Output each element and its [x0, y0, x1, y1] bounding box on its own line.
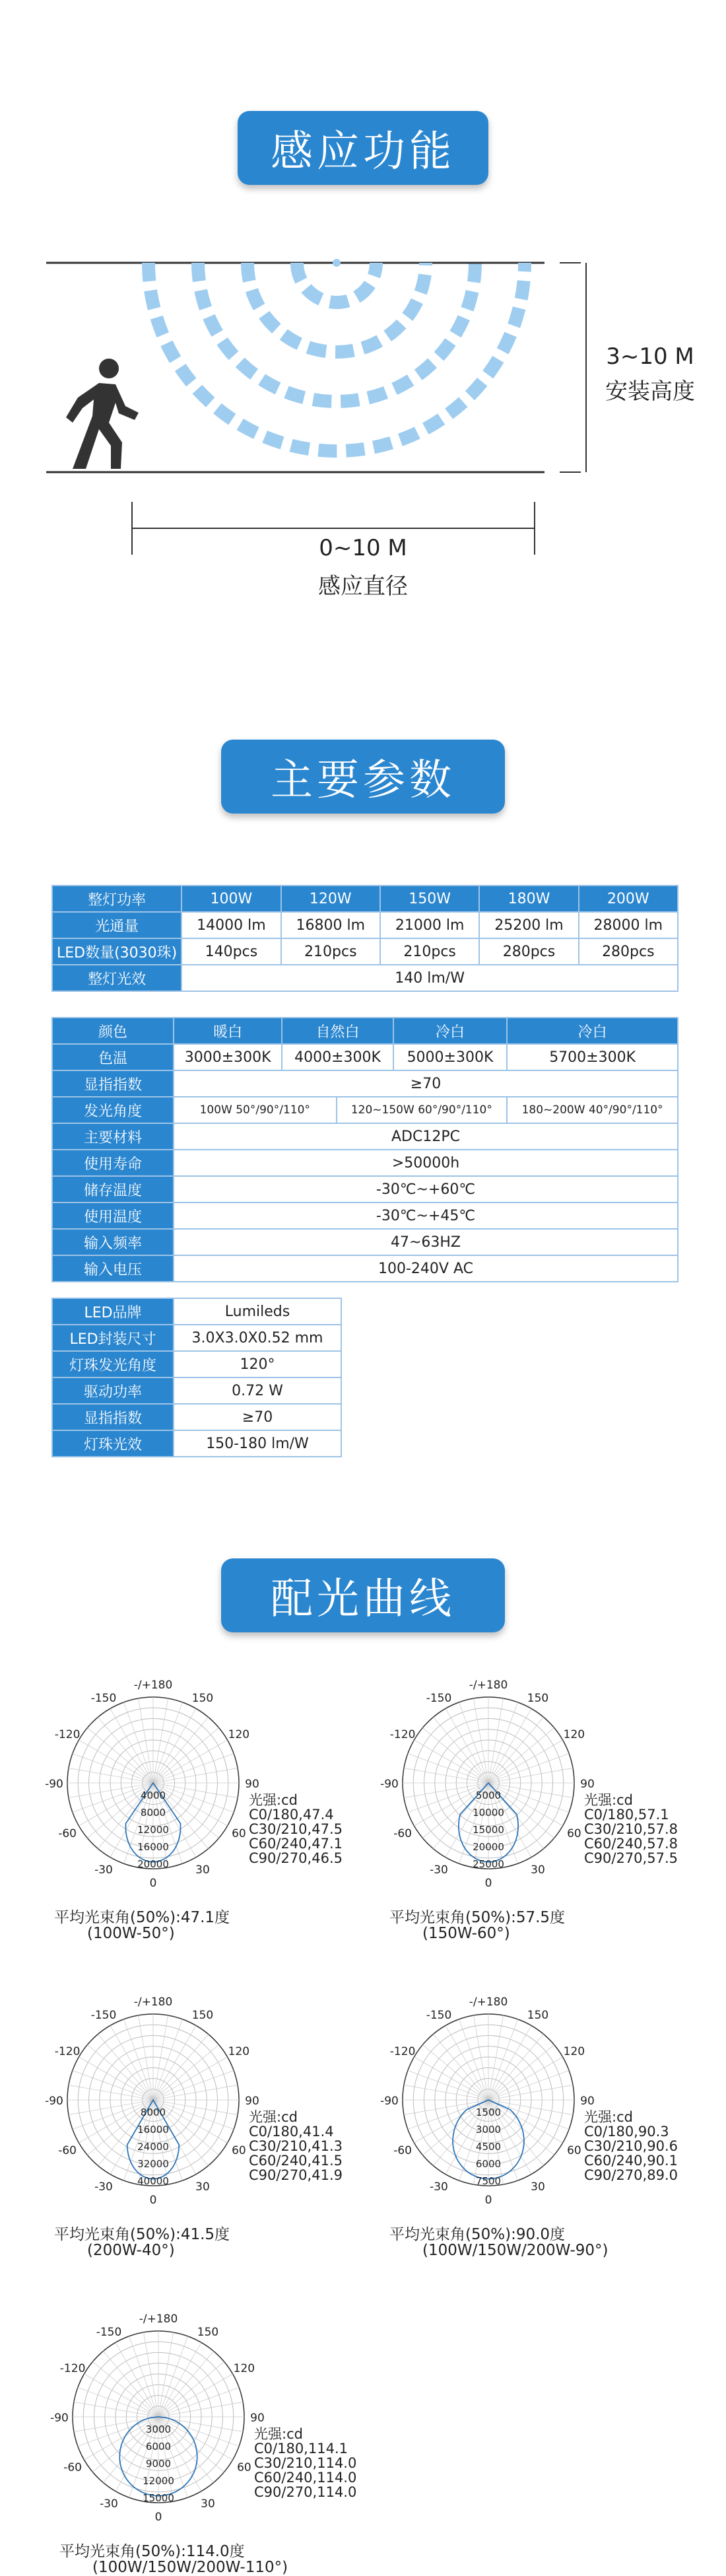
legend-entry: C90/270,114.0	[254, 2484, 357, 2500]
angle-label: 90	[245, 1778, 259, 1791]
table-cell: 暖白	[174, 1018, 282, 1044]
angle-label: -/+180	[139, 2313, 178, 2326]
table-cell: 180~200W 40°/90°/110°	[507, 1097, 678, 1123]
legend-entry: C0/180,90.3	[584, 2124, 669, 2140]
angle-label: -90	[380, 1778, 399, 1791]
angle-label: -120	[54, 1728, 81, 1741]
sensor-waves	[148, 263, 525, 451]
angle-label: 120	[563, 1728, 585, 1741]
polar-chart-5	[20, 2291, 297, 2542]
table-cell: 冷白	[507, 1018, 678, 1044]
table-row	[52, 1018, 678, 1044]
table-row	[52, 965, 678, 991]
table-row	[52, 1377, 341, 1404]
ring-value-label: 3000	[145, 2423, 172, 2435]
table-cell: 140pcs	[182, 938, 280, 965]
row-label: 储存温度	[52, 1176, 174, 1202]
table-row	[52, 938, 678, 965]
row-label: 显指指数	[52, 1070, 174, 1097]
table-cell: 120W	[281, 886, 380, 912]
angle-label: -150	[426, 2009, 452, 2023]
legend-entry: C60/240,90.1	[584, 2153, 678, 2169]
table-cell: 150-180 lm/W	[174, 1430, 341, 1457]
table-cell: 210pcs	[380, 938, 479, 965]
angle-label: 150	[191, 2009, 214, 2023]
table-row	[52, 886, 678, 912]
angle-label: 150	[191, 1692, 214, 1706]
angle-label: -150	[426, 1692, 452, 1706]
row-label: 整灯功率	[52, 886, 182, 912]
angle-label: 0	[484, 1877, 492, 1890]
table-row	[52, 1351, 341, 1377]
angle-label: -90	[45, 1778, 63, 1791]
angle-label: 150	[197, 2326, 219, 2340]
table-row	[52, 1097, 678, 1123]
angle-label: 30	[201, 2497, 215, 2511]
table-cell: 3000±300K	[174, 1044, 282, 1070]
legend-unit: 光强:cd	[584, 1792, 633, 1808]
ring-value-label: 12000	[143, 2475, 174, 2487]
table-cell: 210pcs	[281, 938, 380, 965]
row-label: 使用温度	[52, 1202, 174, 1229]
table-cell: ADC12PC	[174, 1123, 678, 1150]
row-label: 使用寿命	[52, 1150, 174, 1176]
model-caption: (100W/150W/200W-110°)	[92, 2559, 288, 2576]
angle-label: 60	[232, 1827, 246, 1840]
ring-value-label: 24000	[137, 2141, 169, 2153]
beam-angle-caption: 平均光束角(50%):90.0度	[389, 2226, 566, 2243]
table-row	[52, 1202, 678, 1229]
ring-value-label: 6000	[145, 2441, 172, 2453]
row-label: LED封装尺寸	[52, 1325, 174, 1351]
angle-label: 30	[531, 1863, 545, 1877]
angle-label: -120	[389, 2045, 416, 2058]
ring-value-label: 3000	[475, 2124, 502, 2136]
ring-value-label: 20000	[137, 1858, 169, 1870]
angle-label: 60	[232, 2144, 246, 2157]
ring-value-label: 8000	[140, 1807, 166, 1819]
ring-value-label: 4500	[475, 2141, 502, 2153]
ring-value-label: 32000	[137, 2158, 169, 2170]
ring-value-label: 12000	[137, 1824, 169, 1836]
angle-label: -30	[94, 1863, 113, 1877]
table-row	[52, 1044, 678, 1070]
ring-value-label: 25000	[473, 1858, 504, 1870]
table-cell: 28000 lm	[579, 912, 678, 938]
angle-label: -90	[50, 2412, 69, 2425]
angle-label: -120	[54, 2045, 81, 2058]
angle-label: 90	[250, 2412, 265, 2425]
sensing-diameter-label: 感应直径	[318, 573, 408, 600]
install-height-label: 安装高度	[605, 378, 695, 405]
legend-unit: 光强:cd	[584, 2109, 633, 2125]
ring-value-label: 1500	[475, 2106, 502, 2118]
angle-label: 60	[237, 2461, 251, 2474]
ring-value-label: 7500	[475, 2175, 502, 2187]
model-caption: (200W-40°)	[87, 2242, 175, 2259]
row-label: 驱动功率	[52, 1377, 174, 1404]
row-label: 发光角度	[52, 1097, 174, 1123]
table-row	[52, 1298, 341, 1325]
table-cell: ≥70	[174, 1404, 341, 1430]
table-cell: 280pcs	[579, 938, 678, 965]
legend-entry: C0/180,57.1	[584, 1807, 669, 1823]
legend-entry: C60/240,41.5	[249, 2153, 343, 2169]
angle-label: 60	[567, 1827, 581, 1840]
row-label: 输入频率	[52, 1229, 174, 1255]
legend-entry: C90/270,41.9	[249, 2167, 343, 2183]
table-cell: 5000±300K	[393, 1044, 507, 1070]
row-label: 整灯光效	[52, 965, 182, 991]
model-caption: (150W-60°)	[422, 1925, 510, 1942]
table-cell: -30℃~+45℃	[174, 1202, 678, 1229]
angle-label: 150	[527, 2009, 549, 2023]
angle-label: 120	[233, 2362, 255, 2375]
ring-value-label: 16000	[137, 2124, 169, 2136]
ring-value-label: 20000	[473, 1841, 504, 1853]
ring-value-label: 5000	[475, 1790, 502, 1801]
legend-entry: C60/240,57.8	[584, 1836, 678, 1852]
legend-entry: C90/270,57.5	[584, 1850, 678, 1866]
polar-chart-1	[15, 1657, 292, 1908]
table-row	[52, 1430, 341, 1457]
table-cell: -30℃~+60℃	[174, 1176, 678, 1202]
table-row	[52, 1070, 678, 1097]
row-label: 输入电压	[52, 1255, 174, 1282]
angle-label: 120	[228, 1728, 250, 1741]
table-cell: 150W	[380, 886, 479, 912]
table-cell: 120~150W 60°/90°/110°	[337, 1097, 508, 1123]
angle-label: -150	[96, 2326, 122, 2340]
angle-label: -/+180	[469, 1679, 508, 1692]
legend-unit: 光强:cd	[249, 2109, 298, 2125]
angle-label: 0	[154, 2511, 162, 2524]
polar-chart-4	[350, 1974, 627, 2225]
beam-angle-caption: 平均光束角(50%):114.0度	[59, 2543, 245, 2560]
angle-label: 120	[228, 2045, 250, 2058]
legend-entry: C60/240,47.1	[249, 1836, 343, 1852]
table-cell: 0.72 W	[174, 1377, 341, 1404]
angle-label: 150	[527, 1692, 549, 1706]
table-row	[52, 1150, 678, 1176]
angle-label: -60	[63, 2461, 82, 2474]
table-row	[52, 912, 678, 938]
chart-legend	[249, 2110, 343, 2182]
ring-value-label: 40000	[137, 2175, 169, 2187]
angle-label: -90	[380, 2095, 399, 2108]
table-cell: 5700±300K	[507, 1044, 678, 1070]
legend-entry: C60/240,114.0	[254, 2470, 357, 2486]
table-row	[52, 1325, 341, 1351]
install-height-value: 3~10 M	[606, 343, 694, 370]
ring-value-label: 6000	[475, 2158, 502, 2170]
table-cell: Lumileds	[174, 1298, 341, 1325]
row-label: 主要材料	[52, 1123, 174, 1150]
spec-table-led	[51, 1298, 342, 1457]
angle-label: -30	[100, 2497, 118, 2511]
ring-value-label: 9000	[145, 2458, 172, 2470]
chart-legend	[249, 1793, 343, 1865]
angle-label: -90	[45, 2095, 63, 2108]
row-label: 光通量	[52, 912, 182, 938]
table-cell: 3.0X3.0X0.52 mm	[174, 1325, 341, 1351]
angle-label: 60	[567, 2144, 581, 2157]
table-cell: 100-240V AC	[174, 1255, 678, 1282]
angle-label: 0	[484, 2194, 492, 2207]
table-row	[52, 1404, 341, 1430]
row-label: LED品牌	[52, 1298, 174, 1325]
row-label: 灯珠发光角度	[52, 1351, 174, 1377]
ring-value-label: 10000	[473, 1807, 504, 1819]
chart-legend	[254, 2427, 356, 2499]
ring-value-label: 16000	[137, 1841, 169, 1853]
legend-entry: C0/180,114.1	[254, 2441, 348, 2456]
table-cell: 200W	[579, 886, 678, 912]
section-title-sensing: 感应功能	[238, 111, 488, 185]
angle-label: 90	[245, 2095, 259, 2108]
table-row	[52, 1176, 678, 1202]
sensing-diameter-value: 0~10 M	[319, 535, 407, 561]
angle-label: 0	[149, 2194, 157, 2207]
model-caption: (100W/150W/200W-90°)	[422, 2242, 609, 2259]
model-caption: (100W-50°)	[87, 1925, 175, 1942]
table-cell: ≥70	[174, 1070, 678, 1097]
table-cell: 自然白	[282, 1018, 393, 1044]
polar-chart-3	[15, 1974, 292, 2225]
table-cell: 16800 lm	[281, 912, 380, 938]
row-label: 显指指数	[52, 1404, 174, 1430]
table-cell: 100W 50°/90°/110°	[174, 1097, 337, 1123]
angle-label: -/+180	[133, 1996, 173, 2009]
legend-entry: C90/270,46.5	[249, 1850, 343, 1866]
table-cell: 冷白	[393, 1018, 507, 1044]
legend-entry: C30/210,90.6	[584, 2138, 678, 2154]
legend-unit: 光强:cd	[249, 1792, 298, 1808]
angle-label: 120	[563, 2045, 585, 2058]
spec-table-power	[51, 885, 678, 992]
angle-label: 30	[195, 1863, 210, 1877]
ring-value-label: 4000	[140, 1790, 166, 1801]
table-row	[52, 1255, 678, 1282]
legend-entry: C30/210,47.5	[249, 1821, 343, 1837]
angle-label: 0	[149, 1877, 157, 1890]
table-cell: 100W	[182, 886, 280, 912]
angle-label: 30	[195, 2180, 210, 2194]
chart-legend	[584, 2110, 678, 2182]
angle-label: 90	[580, 1778, 595, 1791]
angle-label: 90	[580, 2095, 595, 2108]
beam-angle-caption: 平均光束角(50%):41.5度	[54, 2226, 230, 2243]
chart-legend	[584, 1793, 678, 1865]
angle-label: -60	[393, 2144, 412, 2157]
table-cell: 140 lm/W	[182, 965, 678, 991]
ring-value-label: 15000	[473, 1824, 504, 1836]
table-cell: 180W	[479, 886, 578, 912]
angle-label: -120	[389, 1728, 416, 1741]
table-row	[52, 1123, 678, 1150]
table-cell: 280pcs	[479, 938, 578, 965]
row-label: 色温	[52, 1044, 174, 1070]
legend-entry: C90/270,89.0	[584, 2167, 678, 2183]
angle-label: -120	[59, 2362, 86, 2375]
angle-label: -30	[94, 2180, 113, 2194]
polar-chart-2	[350, 1657, 627, 1908]
row-label: 颜色	[52, 1018, 174, 1044]
table-cell: 4000±300K	[282, 1044, 393, 1070]
angle-label: -/+180	[133, 1679, 173, 1692]
table-cell: 25200 lm	[479, 912, 578, 938]
legend-entry: C0/180,41.4	[249, 2124, 334, 2140]
section-title-params: 主要参数	[221, 740, 505, 814]
angle-label: -30	[430, 1863, 448, 1877]
beam-angle-caption: 平均光束角(50%):47.1度	[54, 1909, 230, 1926]
angle-label: -150	[90, 1692, 117, 1706]
table-cell: 120°	[174, 1351, 341, 1377]
angle-label: -/+180	[469, 1996, 508, 2009]
row-label: LED数量(3030珠)	[52, 938, 182, 965]
table-cell: >50000h	[174, 1150, 678, 1176]
spec-table-color	[51, 1017, 678, 1282]
legend-entry: C30/210,41.3	[249, 2138, 343, 2154]
angle-label: -60	[393, 1827, 412, 1840]
legend-entry: C30/210,114.0	[254, 2455, 357, 2471]
table-row	[52, 1229, 678, 1255]
legend-entry: C0/180,47.4	[249, 1807, 334, 1823]
table-cell: 14000 lm	[182, 912, 280, 938]
legend-unit: 光强:cd	[254, 2426, 303, 2442]
angle-label: -60	[58, 1827, 77, 1840]
angle-label: -30	[430, 2180, 448, 2194]
angle-label: 30	[531, 2180, 545, 2194]
angle-label: -150	[90, 2009, 117, 2023]
legend-entry: C30/210,57.8	[584, 1821, 678, 1837]
row-label: 灯珠光效	[52, 1430, 174, 1457]
table-cell: 21000 lm	[380, 912, 479, 938]
section-title-curve: 配光曲线	[221, 1558, 505, 1632]
ring-value-label: 8000	[140, 2106, 166, 2118]
beam-angle-caption: 平均光束角(50%):57.5度	[389, 1909, 566, 1926]
walking-person-icon	[66, 359, 139, 469]
ring-value-label: 15000	[143, 2492, 174, 2504]
table-cell: 47~63HZ	[174, 1229, 678, 1255]
angle-label: -60	[58, 2144, 77, 2157]
